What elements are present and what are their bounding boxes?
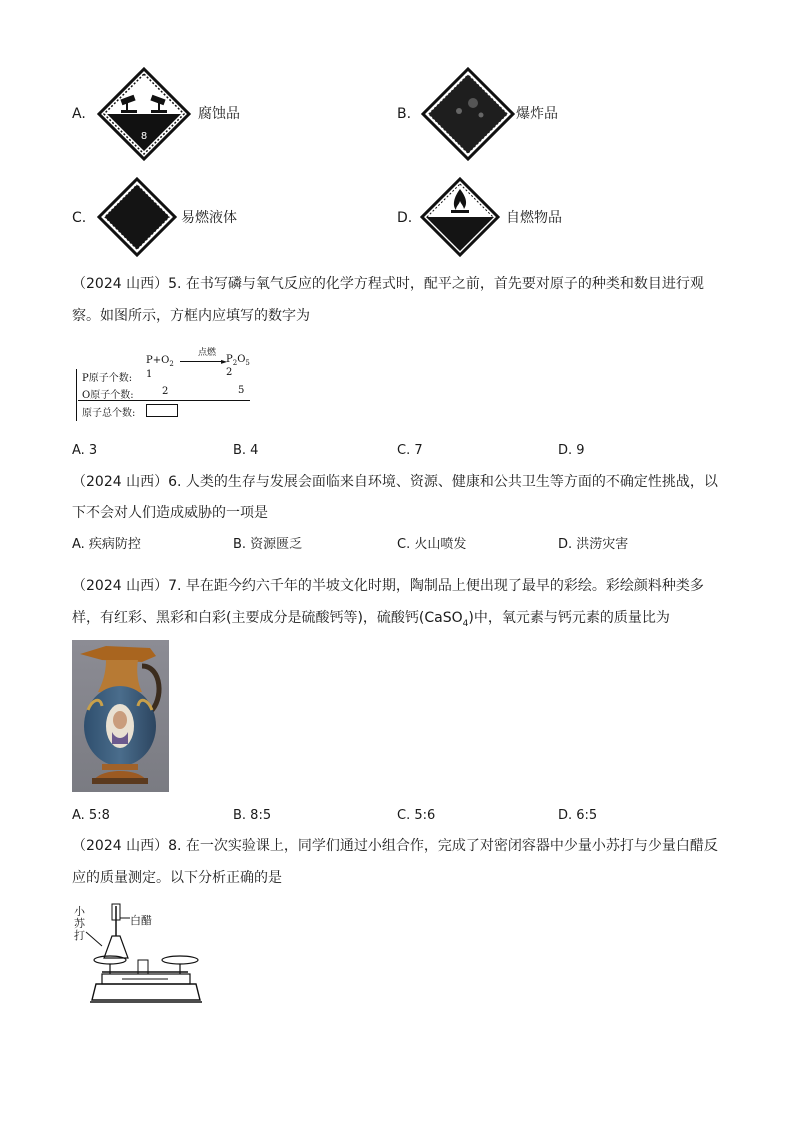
balance-drawing <box>72 902 202 1008</box>
figure-divider <box>78 400 250 401</box>
option-b-letter: B. <box>397 106 412 122</box>
option-c-label: 易燃液体 <box>181 210 237 226</box>
label-baking-soda: 小苏打 <box>74 905 85 942</box>
q7-line-1: （2024 山西）7. 早在距今约六千年的半坡文化时期，陶制品上便出现了最早的彩绘。彩绘颜料种类多 <box>72 578 704 594</box>
option-c-letter: C. <box>72 210 87 226</box>
explosive-sign-icon <box>421 67 515 161</box>
q6-option-c: C. 火山喷发 <box>397 537 467 552</box>
option-a-label: 腐蚀品 <box>198 106 240 122</box>
o-atom-right: 5 <box>238 385 245 396</box>
q7-option-d: D. 6:5 <box>558 808 598 823</box>
arrow-head-icon: ► <box>221 357 228 366</box>
q7-option-c: C. 5:6 <box>397 808 436 823</box>
option-a-letter: A. <box>72 106 86 122</box>
o-atom-left: 2 <box>162 386 169 397</box>
q5-option-a: A. 3 <box>72 443 98 458</box>
option-d-label: 自燃物品 <box>506 210 562 226</box>
p-atom-label: P原子个数: <box>82 373 133 384</box>
o-atom-label: O原子个数: <box>82 390 134 401</box>
label-vinegar: 白醋 <box>130 914 152 927</box>
reactants-formula: $P+O_2$ <box>146 355 174 368</box>
option-d-letter: D. <box>397 210 413 226</box>
reaction-condition: 点燃 <box>198 348 217 358</box>
product-formula: $P_2O_5$ <box>226 354 250 367</box>
q7-line-2: 样，有红彩、黑彩和白彩(主要成分是硫酸钙等)，硫酸钙(CaSO$_4$)中，氧元素与钙元素的质量比为 <box>72 610 670 629</box>
spontaneous-combustion-sign-icon <box>420 177 500 257</box>
balance-apparatus-figure <box>72 902 202 1008</box>
q6-line-2: 下不会对人们造成威胁的一项是 <box>72 505 268 521</box>
q8-line-2: 应的质量测定。以下分析正确的是 <box>72 870 282 886</box>
q6-option-b: B. 资源匮乏 <box>233 537 303 552</box>
q5-option-b: B. 4 <box>233 443 259 458</box>
flammable-liquid-sign-icon <box>97 177 177 257</box>
p-atom-left: 1 <box>146 369 153 380</box>
p-atom-right: 2 <box>226 367 233 378</box>
q6-option-d: D. 洪涝灾害 <box>558 537 629 552</box>
option-b-label: 爆炸品 <box>516 106 558 122</box>
q5-option-d: D. 9 <box>558 443 585 458</box>
atom-count-figure <box>76 343 252 423</box>
q8-line-1: （2024 山西）8. 在一次实验课上，同学们通过小组合作，完成了对密闭容器中少量小苏打与少量白醋反 <box>72 838 718 854</box>
answer-box <box>146 404 178 417</box>
q6-option-a: A. 疾病防控 <box>72 537 141 552</box>
q6-line-1: （2024 山西）6. 人类的生存与发展会面临来自环境、资源、健康和公共卫生等方面的不确定性挑战，以 <box>72 474 718 490</box>
pottery-jug-image <box>72 640 169 796</box>
q7-option-a: A. 5:8 <box>72 808 110 823</box>
total-atom-label: 原子总个数: <box>82 408 136 419</box>
corrosive-class-number: 8 <box>140 131 148 142</box>
q5-line-1: （2024 山西）5. 在书写磷与氧气反应的化学方程式时，配平之前，首先要对原子的种类和数目进行观 <box>72 276 704 292</box>
corrosive-sign-icon <box>97 67 191 161</box>
q5-option-c: C. 7 <box>397 443 423 458</box>
reaction-arrow <box>180 361 224 362</box>
figure-left-line <box>76 369 77 421</box>
q5-line-2: 察。如图所示，方框内应填写的数字为 <box>72 308 310 324</box>
q7-option-b: B. 8:5 <box>233 808 272 823</box>
